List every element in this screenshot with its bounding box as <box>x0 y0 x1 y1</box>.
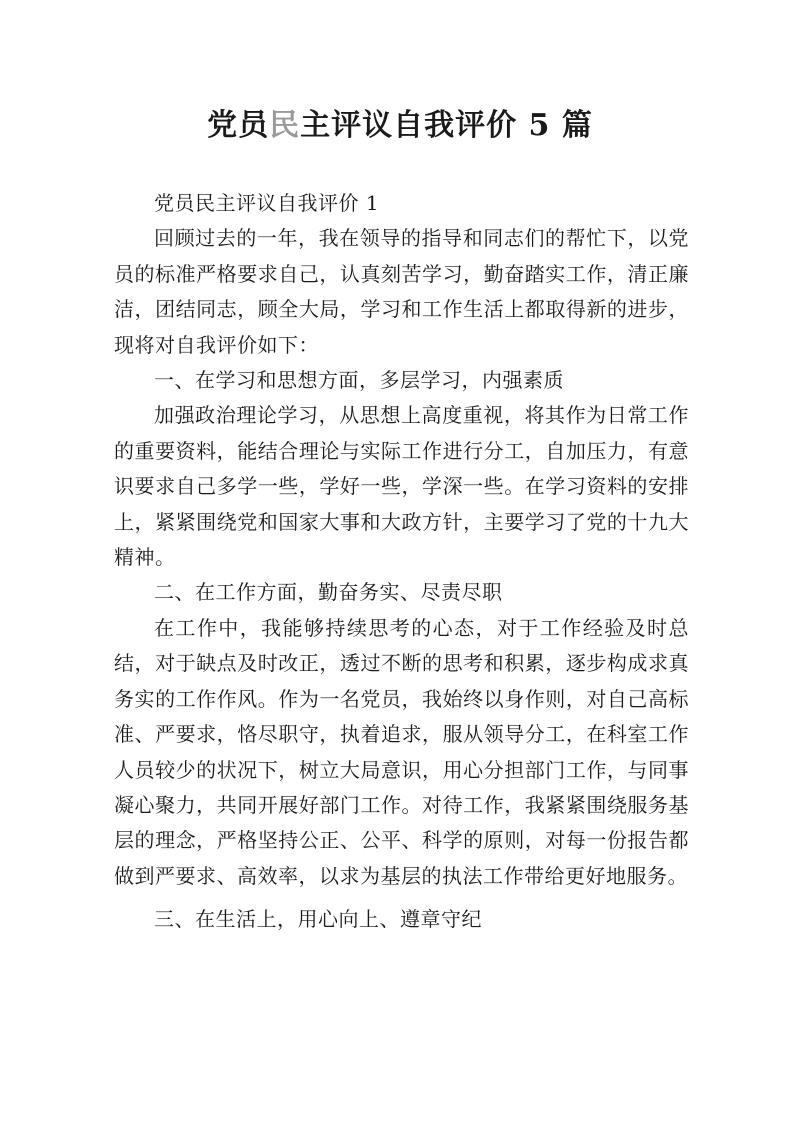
paragraph-study: 加强政治理论学习，从思想上高度重视，将其作为日常工作的重要资料，能结合理论与实际工作进行分工，自加压力，有意识要求自己多学一些，学好一些，学深一些。在学习资料的安排上，紧紧围绕党和国家大事和大政方针，主要学习了党的十九大精神。 <box>114 403 689 570</box>
section-title: 党员民主评议自我评价 1 <box>154 191 380 215</box>
paragraph-work: 在工作中，我能够持续思考的心态，对于工作经验及时总结，对于缺点及时改正，透过不断的思考和积累，逐步构成求真务实的工作作风。作为一名党员，我始终以身作则，对自己高标准、严要求，恪尽职守，执着追求，服从领导分工，在科室工作人员较少的状况下，树立大局意识，用心分担部门工作，与同事凝心聚力，共同开展好部门工作。对待工作，我紧紧围绕服务基层的理念，严格坚持公正、公平、科学的原则，对每一份报告都做到严要求、高效率，以求为基层的执法工作带给更好地服务。 <box>114 615 689 888</box>
paragraph-intro: 回顾过去的一年，我在领导的指导和同志们的帮忙下，以党员的标准严格要求自己，认真刻苦学习，勤奋踏实工作，清正廉洁，团结同志，顾全大局，学习和工作生活上都取得新的进步，现将对自我评价如下： <box>114 226 689 357</box>
title-text-mark: 民 <box>269 108 301 143</box>
title-text-part1: 党员 <box>207 108 270 143</box>
heading-work: 二、在工作方面，勤奋务实、尽责尽职 <box>154 580 503 605</box>
document-body <box>114 186 689 938</box>
title-text-part2: 主评议自我评价 5 篇 <box>300 108 593 143</box>
document-title <box>0 100 800 144</box>
heading-life: 三、在生活上，用心向上、遵章守纪 <box>154 907 482 932</box>
heading-study: 一、在学习和思想方面，多层学习，内强素质 <box>154 368 564 393</box>
